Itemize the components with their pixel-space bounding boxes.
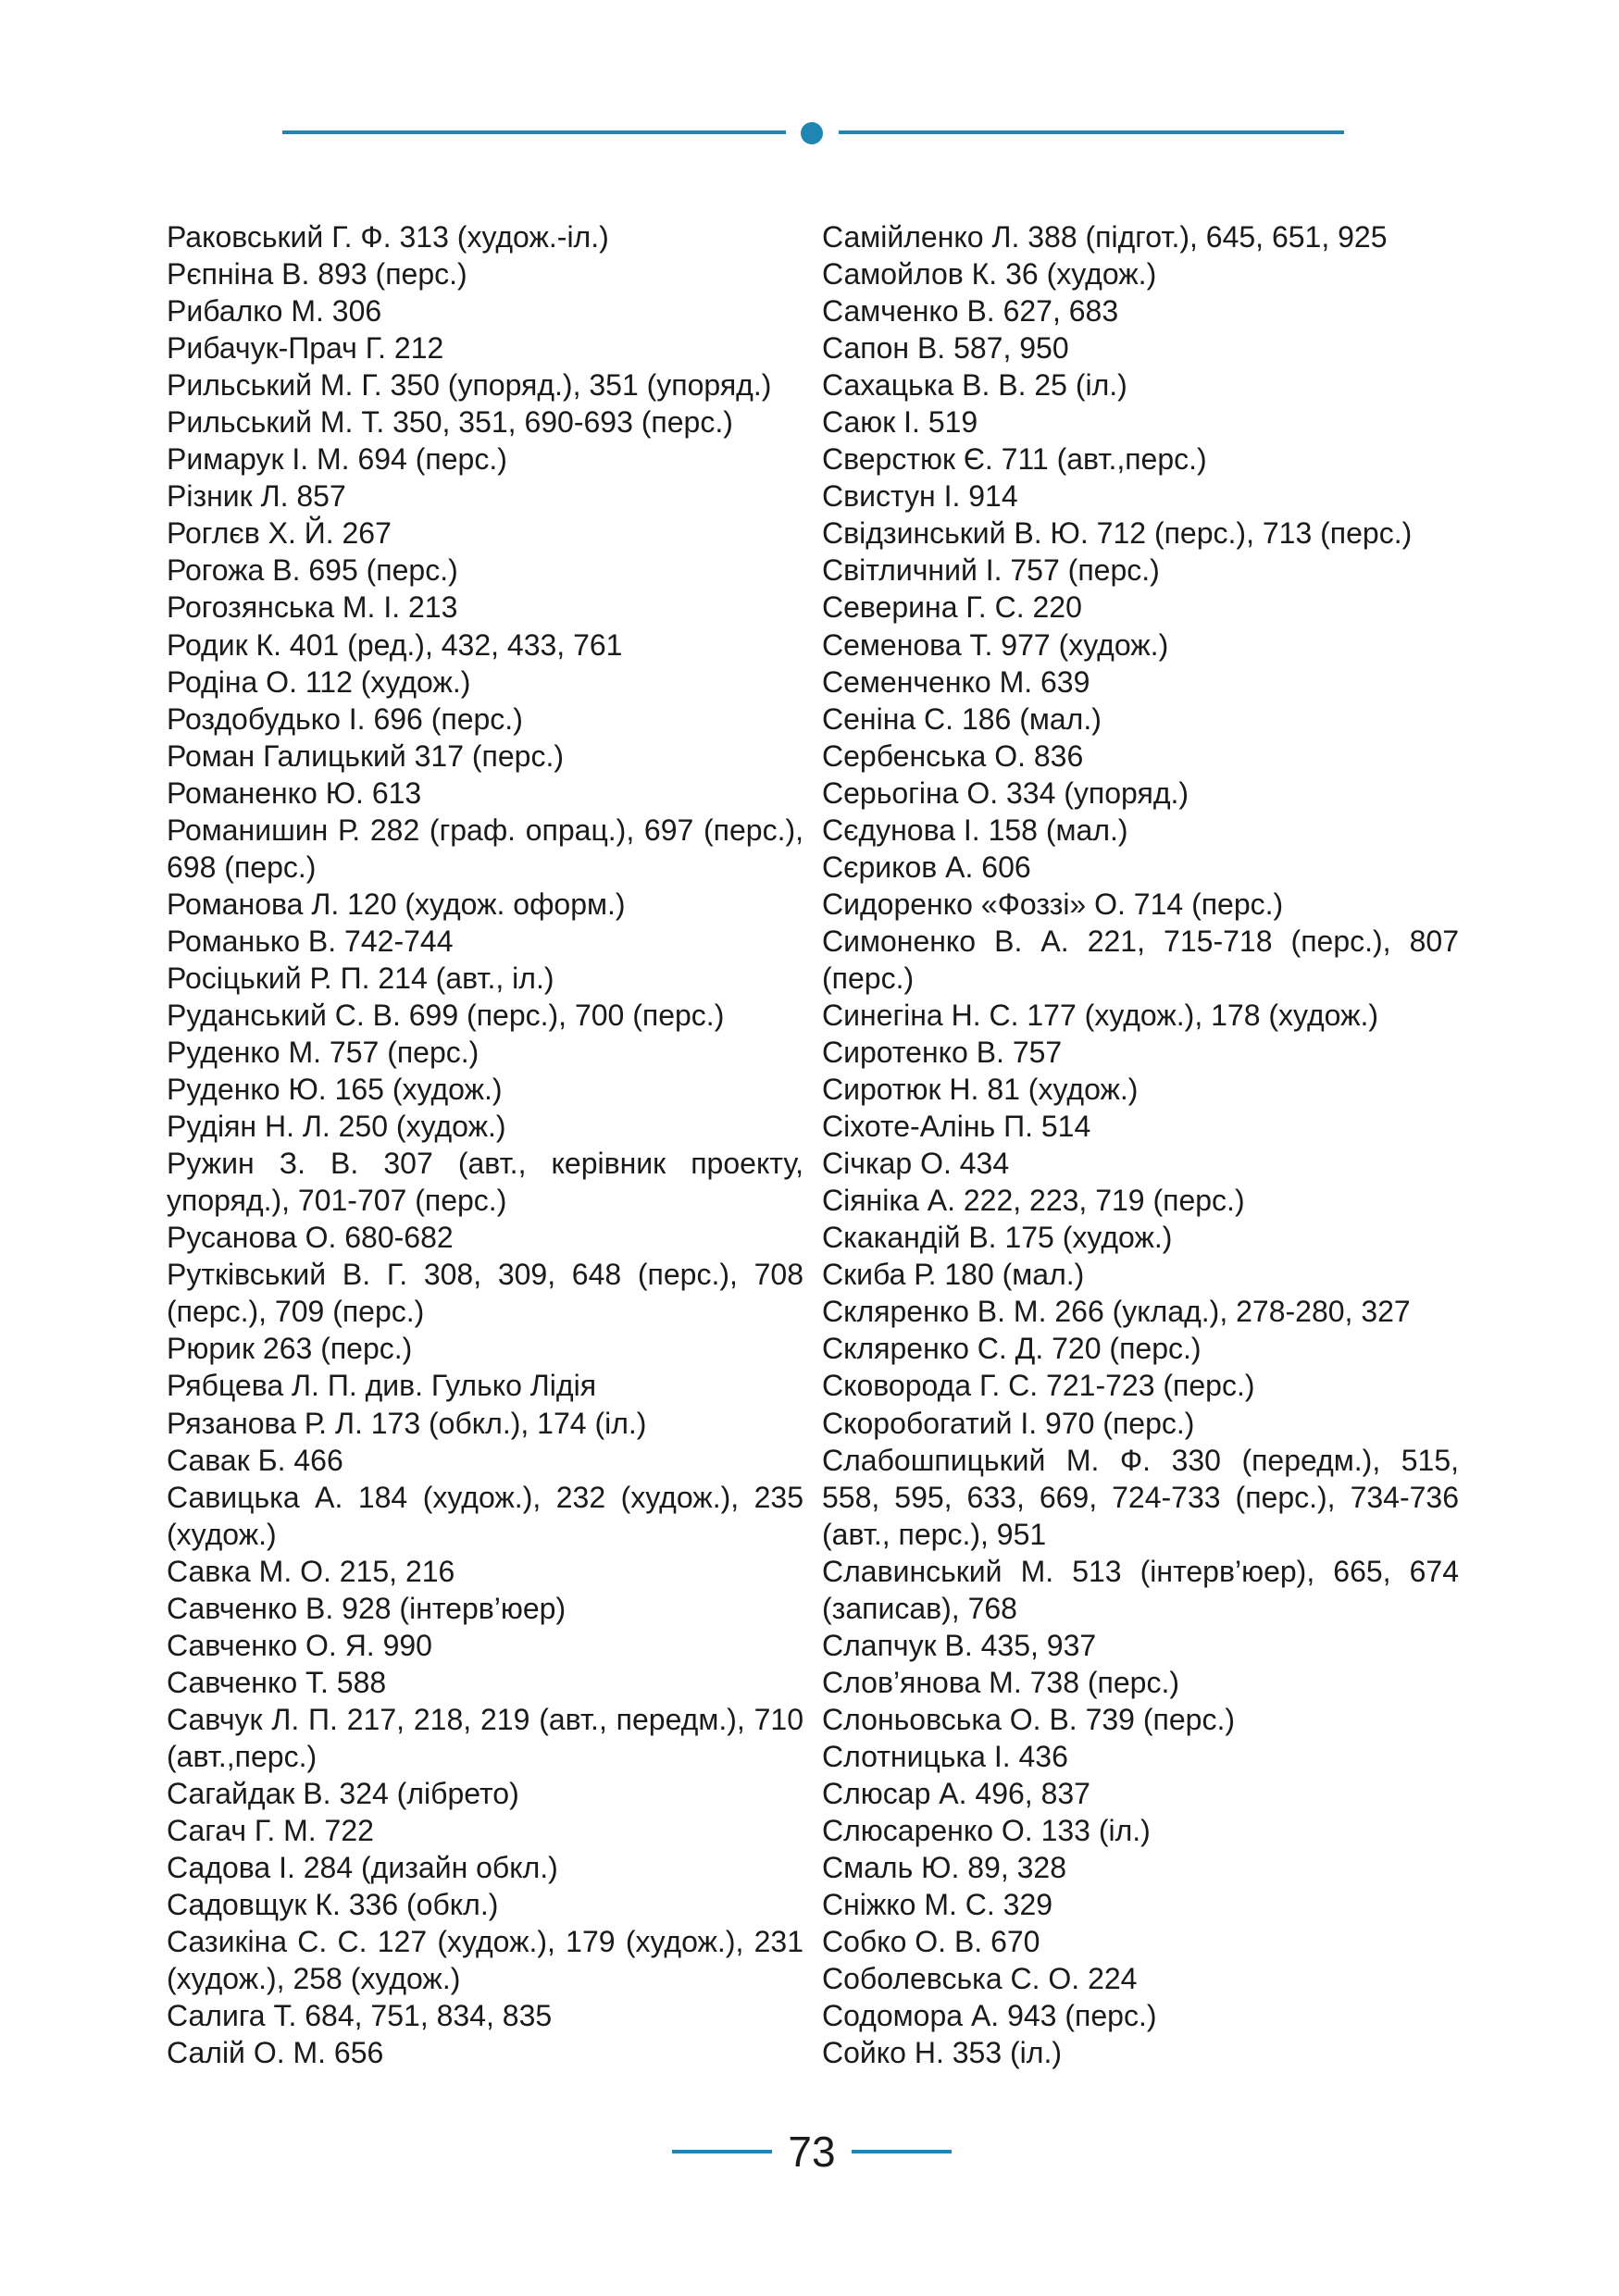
index-entry: Славинський М. 513 (інтерв’юер), 665, 674 (записав), 768 bbox=[822, 1554, 1459, 1625]
index-entry: Симоненко В. А. 221, 715-718 (перс.), 807 (перс.) bbox=[822, 924, 1459, 995]
footer-rule-left bbox=[672, 2150, 772, 2153]
index-entry: Рогожа В. 695 (перс.) bbox=[167, 553, 458, 588]
index-entry: Слюсаренко О. 133 (іл.) bbox=[822, 1814, 1151, 1848]
index-entry: Рильський М. Т. 350, 351, 690-693 (перс.) bbox=[167, 405, 733, 440]
index-entry: Січкар О. 434 bbox=[822, 1147, 1010, 1181]
index-entry: Романишин Р. 282 (граф. опрац.), 697 (перс.), 698 (перс.) bbox=[167, 813, 803, 884]
index-entry: Роздобудько І. 696 (перс.) bbox=[167, 701, 523, 736]
index-entry: Сіхоте-Алінь П. 514 bbox=[822, 1110, 1091, 1144]
index-entry: Слоньовська О. В. 739 (перс.) bbox=[822, 1702, 1235, 1736]
footer-rule-right bbox=[852, 2150, 952, 2153]
index-entry: Раковський Г. Ф. 313 (худож.-іл.) bbox=[167, 220, 609, 254]
index-entry: Савченко О. Я. 990 bbox=[167, 1628, 432, 1662]
index-entry: Слюсар А. 496, 837 bbox=[822, 1776, 1090, 1810]
index-entry: Скакандій В. 175 (худож.) bbox=[822, 1221, 1173, 1255]
index-entry: Ружин З. В. 307 (авт., керівник проекту, упоряд.), 701-707 (перс.) bbox=[167, 1147, 803, 1218]
index-entry: Сагач Г. М. 722 bbox=[167, 1814, 374, 1848]
index-entry: Скиба Р. 180 (мал.) bbox=[822, 1258, 1085, 1292]
index-entry: Синегіна Н. С. 177 (худож.), 178 (худож.) bbox=[822, 998, 1379, 1032]
index-entry: Сапон В. 587, 950 bbox=[822, 331, 1069, 366]
index-entry: Сазикіна С. С. 127 (худож.), 179 (худож.), 231 (худож.), 258 (худож.) bbox=[167, 1925, 803, 1996]
index-entry: Сєдунова І. 158 (мал.) bbox=[822, 813, 1128, 847]
index-entry: Різник Л. 857 bbox=[167, 479, 346, 514]
index-entry: Сойко Н. 353 (іл.) bbox=[822, 2036, 1062, 2070]
index-entry: Світличний І. 757 (перс.) bbox=[822, 553, 1160, 588]
index-entry: Савак Б. 466 bbox=[167, 1443, 343, 1477]
index-entry: Слов’янова М. 738 (перс.) bbox=[822, 1665, 1180, 1699]
index-entry: Сахацька В. В. 25 (іл.) bbox=[822, 368, 1127, 403]
index-entry: Сєриков А. 606 bbox=[822, 850, 1031, 884]
index-entry: Савчук Л. П. 217, 218, 219 (авт., передм.), 710 (авт.,перс.) bbox=[167, 1702, 803, 1773]
index-entry: Роглєв Х. Й. 267 bbox=[167, 516, 392, 551]
index-entry: Романько В. 742-744 bbox=[167, 924, 454, 958]
index-entry: Серьогіна О. 334 (упоряд.) bbox=[822, 776, 1189, 810]
index-entry: Рибалко М. 306 bbox=[167, 294, 382, 329]
index-entry: Садова І. 284 (дизайн обкл.) bbox=[167, 1851, 558, 1885]
index-entry: Саюк І. 519 bbox=[822, 405, 978, 440]
index-entry: Росіцький Р. П. 214 (авт., іл.) bbox=[167, 961, 554, 995]
index-entry: Сверстюк Є. 711 (авт.,перс.) bbox=[822, 442, 1207, 477]
header-rule-right bbox=[839, 130, 1344, 134]
index-entry: Савка М. О. 215, 216 bbox=[167, 1554, 455, 1588]
index-entry: Рязанова Р. Л. 173 (обкл.), 174 (іл.) bbox=[167, 1406, 647, 1440]
index-entry: Сидоренко «Фоззі» О. 714 (перс.) bbox=[822, 887, 1284, 921]
index-entry: Садовщук К. 336 (обкл.) bbox=[167, 1888, 499, 1922]
index-entry: Романенко Ю. 613 bbox=[167, 776, 422, 810]
index-entry: Рутківський В. Г. 308, 309, 648 (перс.), 708 (перс.), 709 (перс.) bbox=[167, 1258, 803, 1329]
index-entry: Смаль Ю. 89, 328 bbox=[822, 1851, 1067, 1885]
index-entry: Роман Галицький 317 (перс.) bbox=[167, 738, 565, 773]
index-entry: Савченко В. 928 (інтерв’юер) bbox=[167, 1591, 567, 1625]
index-entry: Свідзинський В. Ю. 712 (перс.), 713 (перс.) bbox=[822, 516, 1413, 551]
index-entry: Русанова О. 680-682 bbox=[167, 1221, 454, 1255]
index-entry: Собко О. В. 670 bbox=[822, 1925, 1040, 1959]
index-entry: Рюрик 263 (перс.) bbox=[167, 1332, 413, 1366]
index-entry: Салій О. М. 656 bbox=[167, 2036, 384, 2070]
index-entry: Римарук І. М. 694 (перс.) bbox=[167, 442, 507, 477]
header-rule-left bbox=[282, 130, 786, 134]
index-entry: Семенова Т. 977 (худож.) bbox=[822, 627, 1169, 662]
index-entry: Скляренко С. Д. 720 (перс.) bbox=[822, 1332, 1202, 1366]
index-entry: Самійленко Л. 388 (підгот.), 645, 651, 925 bbox=[822, 220, 1388, 254]
index-entry: Сербенська О. 836 bbox=[822, 738, 1084, 773]
header-dot bbox=[801, 122, 823, 144]
index-entry: Рибачук-Прач Г. 212 bbox=[167, 331, 444, 366]
index-entry: Сиротенко В. 757 bbox=[822, 1036, 1063, 1070]
index-entry: Скляренко В. М. 266 (уклад.), 278-280, 327 bbox=[822, 1295, 1411, 1329]
index-entry: Родіна О. 112 (худож.) bbox=[167, 664, 471, 699]
index-entry: Северина Г. С. 220 bbox=[822, 590, 1082, 625]
index-entry: Сеніна С. 186 (мал.) bbox=[822, 701, 1102, 736]
index-entry: Сіяніка А. 222, 223, 719 (перс.) bbox=[822, 1184, 1245, 1218]
index-entry: Рєпніна В. 893 (перс.) bbox=[167, 257, 467, 292]
index-entry: Сніжко М. С. 329 bbox=[822, 1888, 1053, 1922]
index-entry: Слотницька І. 436 bbox=[822, 1739, 1068, 1773]
index-entry: Семенченко М. 639 bbox=[822, 664, 1090, 699]
index-entry: Сагайдак В. 324 (лібрето) bbox=[167, 1776, 519, 1810]
index-entry: Руданський С. В. 699 (перс.), 700 (перс.) bbox=[167, 998, 725, 1032]
index-entry: Самойлов К. 36 (худож.) bbox=[822, 257, 1157, 292]
index-entry: Рудіян Н. Л. 250 (худож.) bbox=[167, 1110, 506, 1144]
index-entry: Соболевська С. О. 224 bbox=[822, 1962, 1138, 1996]
page-number: 73 bbox=[788, 2128, 836, 2176]
index-entry: Скоробогатий І. 970 (перс.) bbox=[822, 1406, 1195, 1440]
index-entry: Салига Т. 684, 751, 834, 835 bbox=[167, 1999, 553, 2033]
index-entry: Самченко В. 627, 683 bbox=[822, 294, 1119, 329]
index-entry: Савченко Т. 588 bbox=[167, 1665, 387, 1699]
index-entry: Сиротюк Н. 81 (худож.) bbox=[822, 1073, 1139, 1107]
index-entry: Савицька А. 184 (худож.), 232 (худож.), 235 (худож.) bbox=[167, 1480, 803, 1551]
index-entry: Содомора А. 943 (перс.) bbox=[822, 1999, 1157, 2033]
index-column-right bbox=[822, 218, 1459, 2071]
index-entry: Рябцева Л. П. див. Гулько Лідія bbox=[167, 1369, 597, 1403]
index-entry: Сковорода Г. С. 721-723 (перс.) bbox=[822, 1369, 1255, 1403]
index-entry: Руденко М. 757 (перс.) bbox=[167, 1036, 479, 1070]
index-column-left bbox=[167, 218, 803, 2071]
index-entry: Рильський М. Г. 350 (упоряд.), 351 (упоряд.) bbox=[167, 368, 772, 403]
index-entry: Рогозянська М. І. 213 bbox=[167, 590, 458, 625]
index-entry: Родик К. 401 (ред.), 432, 433, 761 bbox=[167, 627, 623, 662]
index-entry: Свистун І. 914 bbox=[822, 479, 1018, 514]
index-entry: Слабошпицький М. Ф. 330 (передм.), 515, 558, 595, 633, 669, 724-733 (перс.), 734-736 (авт., перс.), 951 bbox=[822, 1443, 1459, 1551]
index-entry: Слапчук В. 435, 937 bbox=[822, 1628, 1097, 1662]
index-entry: Руденко Ю. 165 (худож.) bbox=[167, 1073, 503, 1107]
index-entry: Романова Л. 120 (худож. оформ.) bbox=[167, 887, 626, 921]
